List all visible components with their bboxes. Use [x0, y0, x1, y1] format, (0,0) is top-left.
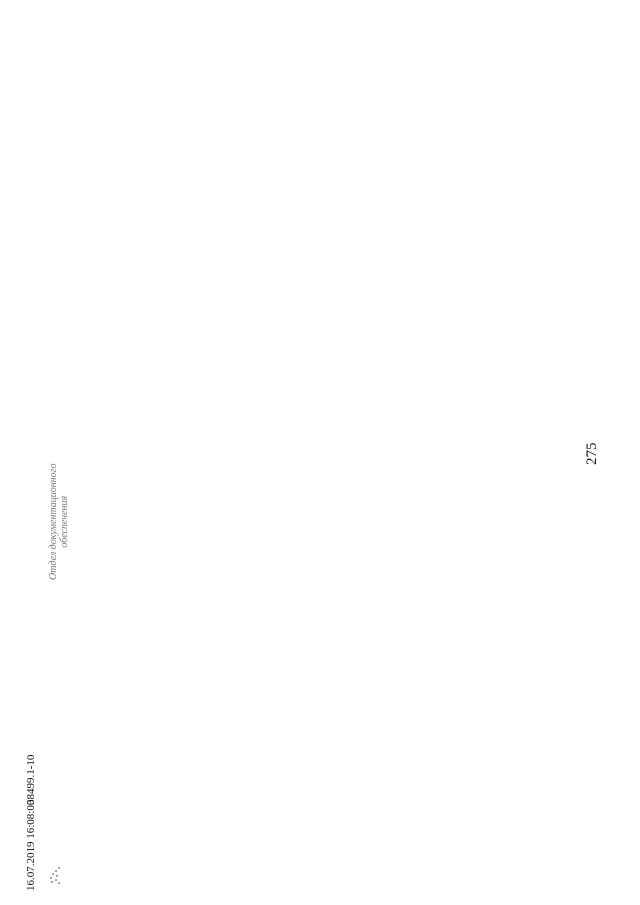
stamp-line-1: Отдел документационного	[48, 463, 59, 580]
stamp-line-2: обеспечения	[59, 495, 70, 548]
page-number: 275	[584, 442, 600, 465]
footer-date: 16.07.2019 16:08:00	[25, 799, 37, 891]
footer-code: 38499.1-10	[25, 754, 37, 805]
